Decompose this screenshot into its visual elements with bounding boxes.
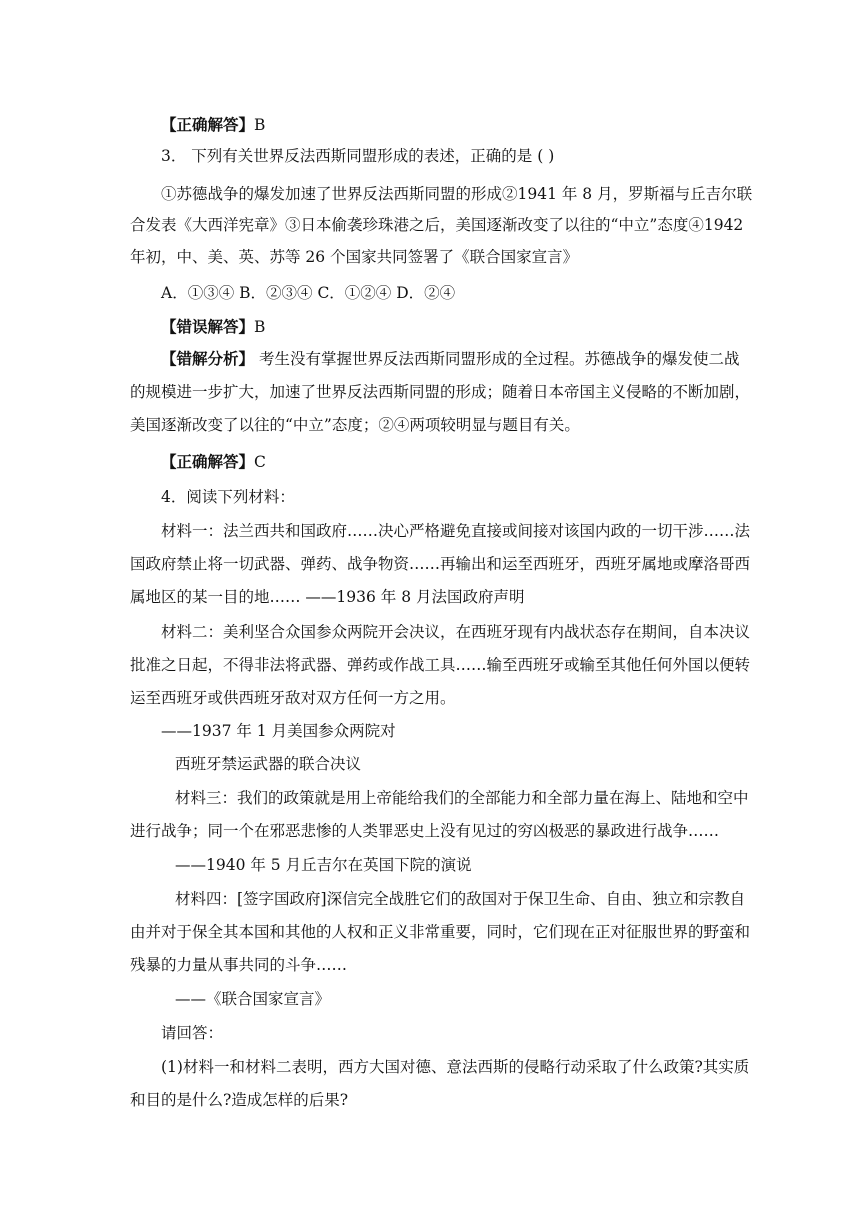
text-line: 进行战争；同一个在邪恶悲惨的人类罪恶史上没有见过的穷凶极恶的暴政进行战争……	[130, 822, 720, 840]
answer-line: 【错误解答】B	[161, 317, 266, 336]
question-line: (1)材料一和材料二表明，西方大国对德、意法西斯的侵略行动采取了什么政策?其实质	[161, 1058, 750, 1076]
text-line: 和目的是什么?造成怎样的后果?	[130, 1091, 349, 1109]
section-label: 【错误解答】	[161, 317, 255, 336]
options-line: A．①③④ B．②③④ C．①②④ D．②④	[161, 284, 456, 302]
source-line: ——1937 年 1 月美国参众两院对	[161, 722, 396, 740]
text-line: 合发表《大西洋宪章》③日本偷袭珍珠港之后，美国逐渐改变了以往的“中立”态度④1942	[130, 216, 744, 234]
text-line: 由并对于保全其本国和其他的人权和正义非常重要，同时，它们现在正对征服世界的野蛮和	[130, 923, 751, 941]
answer-line: 【正确解答】B	[161, 115, 266, 134]
analysis-line: 【错解分析】 考生没有掌握世界反法西斯同盟形成的全过程。苏德战争的爆发使二战	[161, 349, 740, 368]
text-line: 的规模进一步扩大，加速了世界反法西斯同盟的形成；随着日本帝国主义侵略的不断加剧，	[130, 383, 751, 401]
text-line: 材料一：法兰西共和国政府……决心严格避免直接或间接对该国内政的一切干涉……法	[161, 522, 751, 540]
text-line: 请回答：	[161, 1024, 224, 1042]
source-line: ——《联合国家宣言》	[175, 990, 331, 1008]
text-line: 材料三：我们的政策就是用上帝能给我们的全部能力和全部力量在海上、陆地和空中	[175, 789, 749, 807]
text-line: 年初，中、美、英、苏等 26 个国家共同签署了《联合国家宣言》	[130, 248, 579, 266]
section-label: 【错解分析】	[161, 349, 255, 368]
text-line: 残暴的力量从事共同的斗争……	[130, 956, 348, 974]
text-line: 批准之日起，不得非法将武器、弹药或作战工具……输至西班牙或输至其他任何外国以便转	[130, 656, 751, 674]
source-line: ——1940 年 5 月丘吉尔在英国下院的演说	[175, 856, 472, 874]
text-line: 材料四：[签字国政府]深信完全战胜它们的敌国对于保卫生命、自由、独立和宗教自	[175, 890, 746, 908]
text-line: 美国逐渐改变了以往的“中立”态度；②④两项较明显与题目有关。	[130, 416, 580, 434]
section-label: 【正确解答】	[161, 115, 255, 134]
section-label: 【正确解答】	[161, 452, 255, 471]
answer-line: 【正确解答】C	[161, 452, 266, 471]
text-line: 材料二：美利坚合众国参众两院开会决议，在西班牙现有内战状态存在期间，自本决议	[161, 623, 751, 641]
text-line: ①苏德战争的爆发加速了世界反法西斯同盟的形成②1941 年 8 月，罗斯福与丘吉尔联	[161, 185, 753, 203]
question-line: 3． 下列有关世界反法西斯同盟形成的表述，正确的是 ( )	[161, 147, 555, 165]
question-line: 4．阅读下列材料：	[161, 488, 295, 506]
text-line: 运至西班牙或供西班牙敌对双方任何一方之用。	[130, 689, 456, 707]
source-line: 西班牙禁运武器的联合决议	[175, 755, 362, 773]
text-line: 国政府禁止将一切武器、弹药、战争物资……再输出和运至西班牙，西班牙属地或摩洛哥西	[130, 555, 751, 573]
text-line: 属地区的某一目的地…… ——1936 年 8 月法国政府声明	[130, 588, 525, 606]
